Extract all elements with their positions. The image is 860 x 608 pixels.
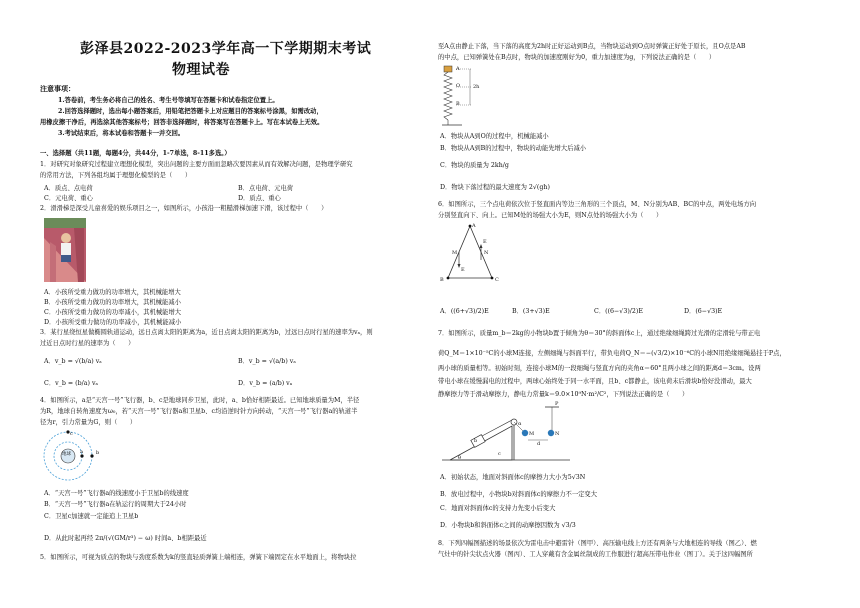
note-item: 3.考试结束后，将本试卷和答题卡一并交回。 <box>58 130 185 137</box>
spring-figure <box>442 65 488 131</box>
note-item: 2.回答选择题时，选出每小题答案后，用铅笔把答题卡上对应题目的答案标号涂黑，如需改动， <box>58 108 323 115</box>
svg-text:c: c <box>70 431 73 437</box>
q8-stem-line: 气灶中的针尖状点火器（图丙）、工人穿戴有含金属丝制成的工作服进行超高压带电作业（图丁）。关于这四幅图所 <box>438 551 753 558</box>
q1-option-a: A．质点、点电荷 <box>44 185 93 192</box>
q5-stem-line: 5．如图所示，可视为质点的物块与劲度系数为k的竖直轻质弹簧上端相连，弹簧下端固定在水平地面上，将物块拉 <box>40 554 357 561</box>
q6-option-d: D．(6−√3)E <box>684 308 723 315</box>
q2-option-a: A．小孩所受重力做功的功率增大，其机械能增大 <box>44 289 181 296</box>
section-heading: 一、选择题（共11题，每题4分，共44分，1-7单选，8-11多选。） <box>40 150 231 157</box>
point-b-label: B <box>456 101 460 107</box>
q6-option-c: C．((6−√3)/2)E <box>594 308 643 315</box>
q3-option-c: C．v_b = (b/a) vₐ <box>44 380 98 387</box>
orbit-figure <box>42 430 104 482</box>
field-e-label: E <box>461 267 465 273</box>
q1-option-b: B．点电荷、元电荷 <box>238 185 294 192</box>
exam-subtitle: 物理试卷 <box>172 62 230 78</box>
point-p-label: P <box>555 401 559 407</box>
q4-option-c: C．卫星c加速就一定能追上卫星b <box>44 513 139 520</box>
right-column <box>438 0 833 608</box>
q5-option-d: D．物块下落过程的最大速度为 2√(gh) <box>440 184 550 191</box>
q6-stem-line: 分别竖直向下、向上。已知M处的场强大小为E，则N点处的场强大小为（ ） <box>438 212 663 219</box>
q4-option-b: B．“天宫一号”飞行器a在轨运行的周期大于24小时 <box>44 501 187 508</box>
q7-stem-line: 两小球的质量相等。初始时刻，连接小球M的一段细绳与竖直方向的夹角α＝60°且两小球之间的距离d＝3cm。设两 <box>438 365 761 372</box>
q4-stem-line: 为R，地球自转角速度为ω₀，若“天宫一号”飞行器a和卫星b、c均沿逆时针方向转动，“天宫一号”飞行器a的轨道半 <box>40 408 358 415</box>
q4-stem-line: 4．如图所示，a是“天宫一号”飞行器，b、c是地球同步卫星，此时，a、b恰好相距最近。已知地球质量为M，半径 <box>40 397 360 404</box>
svg-text:b: b <box>96 450 100 456</box>
q7-stem-line: 7．如图所示，质量m_b＝2kg的小物块b置于倾角为θ＝30°的斜面体c上，通过绝缘细绳跨过光滑的定滑轮与带正电 <box>438 330 761 337</box>
q3-option-a: A．v_b = √(b/a) vₐ <box>44 358 102 365</box>
incline-figure <box>442 401 572 464</box>
q5-option-b: B．物块从A到B的过程中，物块的动能先增大后减小 <box>440 145 587 152</box>
q4-option-d: D．从此时起再经 2π/(√(GM/r³) − ω) 时间a、b相距最近 <box>44 535 207 542</box>
incline-c-label: c <box>498 451 501 457</box>
triangle-figure <box>440 222 520 302</box>
q3-stem-line: 过近日点时行星的速率为（ ） <box>40 340 135 347</box>
q7-option-c: C．地面对斜面体c的支持力先变小后变大 <box>440 505 556 512</box>
note-item: 1.答卷前，考生务必将自己的姓名、考生号等填写在答题卡和试卷指定位置上。 <box>58 97 279 104</box>
midpoint-m-label: M <box>452 250 458 256</box>
q7-option-a: A．初始状态，地面对斜面体c的摩擦力大小为5√3N <box>440 474 586 481</box>
q3-stem-line: 3．某行星绕恒星做椭圆轨道运动，远日点离太阳的距离为a，近日点离太阳的距离为b，过远日点时行星的速率为vₐ，则 <box>40 329 373 336</box>
q1-option-d: D．质点、重心 <box>238 195 281 202</box>
angle-theta-label: θ <box>458 455 462 461</box>
q1-stem-line: 1．对研究对象研究过程建立理想化模型，突出问题的主要方面而忽略次要因素从而有效解决问题，是物理学研究 <box>40 161 353 168</box>
distance-d-label: d <box>537 441 541 447</box>
note-item: 用橡皮擦干净后，再选涂其他答案标号；回答非选择题时，将答案写在答题卡上。写在本试卷上无效。 <box>40 119 324 126</box>
q7-option-d: D．小物块b和斜面体c之间的动摩擦因数为 √3/3 <box>440 522 576 529</box>
field-e-label: E <box>483 239 487 245</box>
q5-stem-line: 至A点由静止下落，当下落的高度为2h时正好运动到B点，当物块运动到O点时弹簧正好处于原长，且O点是AB <box>438 43 746 50</box>
q6-option-a: A．((6+√3)/2)E <box>440 308 489 315</box>
q6-option-b: B．(3+√3)E <box>512 308 550 315</box>
q2-option-d: D．小孩所受重力做功的功率减小，其机械能减小 <box>44 319 182 326</box>
q7-option-b: B．放电过程中，小物块b对斜面体c的摩擦力不一定变大 <box>440 491 598 498</box>
point-o-label: O <box>456 83 461 89</box>
q8-stem-line: 8．下列四幅图描述的场景依次为雷电击中避雷针（图甲）、高压输电线上方还有两条与大地相连的导线（图乙）、燃 <box>438 540 757 547</box>
block-b-label: b <box>474 438 478 444</box>
q4-stem-line: 径为r，引力常量为G，则（ ） <box>40 419 137 426</box>
q1-stem-line: 的常用方法，下列各组均属于理想化模型的是（ ） <box>40 172 192 179</box>
exam-title: 彭泽县2022-2023学年高一下学期期末考试 <box>80 41 372 57</box>
slide-photo <box>44 218 86 282</box>
q2-option-b: B．小孩所受重力做功的功率增大，其机械能减小 <box>44 299 181 306</box>
ball-n-label: N <box>555 431 560 437</box>
q7-stem-line: 静摩擦力等于滑动摩擦力，静电力常量k＝9.0×10⁹N·m²/C²，下列说法正确的是（ ） <box>438 391 689 398</box>
vertex-c-label: C <box>495 277 499 283</box>
q3-option-d: D．v_b = (a/b) vₐ <box>238 380 293 387</box>
q5-option-c: C．物块的质量为 2kh/g <box>440 162 509 169</box>
angle-alpha-label: α <box>518 421 522 427</box>
q2-option-c: C．小孩所受重力做功的功率减小，其机械能增大 <box>44 309 182 316</box>
vertex-b-label: B <box>440 277 444 283</box>
vertex-a-label: A <box>472 223 476 229</box>
ball-m-label: M <box>529 431 535 437</box>
q3-option-b: B．v_b = √(a/b) vₐ <box>238 358 296 365</box>
notes-heading: 注意事项： <box>40 84 75 93</box>
q1-option-c: C．元电荷、重心 <box>44 195 93 202</box>
earth-label: 地球 <box>62 452 71 457</box>
q6-stem-line: 6．如图所示，三个点电荷依次位于竖直面内等边三角形的三个顶点，M、N分别为AB、BC的中点，两处电场方向 <box>438 201 757 208</box>
height-label: 2h <box>473 84 480 90</box>
midpoint-n-label: N <box>484 250 489 256</box>
svg-text:a: a <box>80 449 83 455</box>
q2-stem-line: 2．滑滑梯是深受儿童喜爱的娱乐项目之一，如图所示，小孩沿一粗糙滑梯加速下滑，该过程中（ ） <box>40 205 328 212</box>
left-column <box>40 0 423 608</box>
q5-option-a: A．物块从A到O的过程中，机械能减小 <box>440 133 549 140</box>
q7-stem-line: 带电小球在缓慢漏电的过程中，两球心始终处于同一水平面，且b、c都静止，该电荷未后滑块b恰好没滑动，最大 <box>438 378 752 385</box>
point-a-label: A <box>456 66 460 72</box>
q4-option-a: A．“天宫一号”飞行器a的线速度小于卫星b的线速度 <box>44 490 189 497</box>
q5-stem-line: 的中点，已知弹簧处在B点时，物块的加速度刚好为0，重力加速度为g，下列说法正确的是（ ） <box>438 54 716 61</box>
q7-stem-line: 荷Q_M＝1×10⁻⁵C的小球M连接，左侧细绳与斜面平行，带负电荷Q_N＝−(√3/2)×10⁻⁶C的小球N用绝缘细绳悬挂于P点， <box>438 350 786 357</box>
